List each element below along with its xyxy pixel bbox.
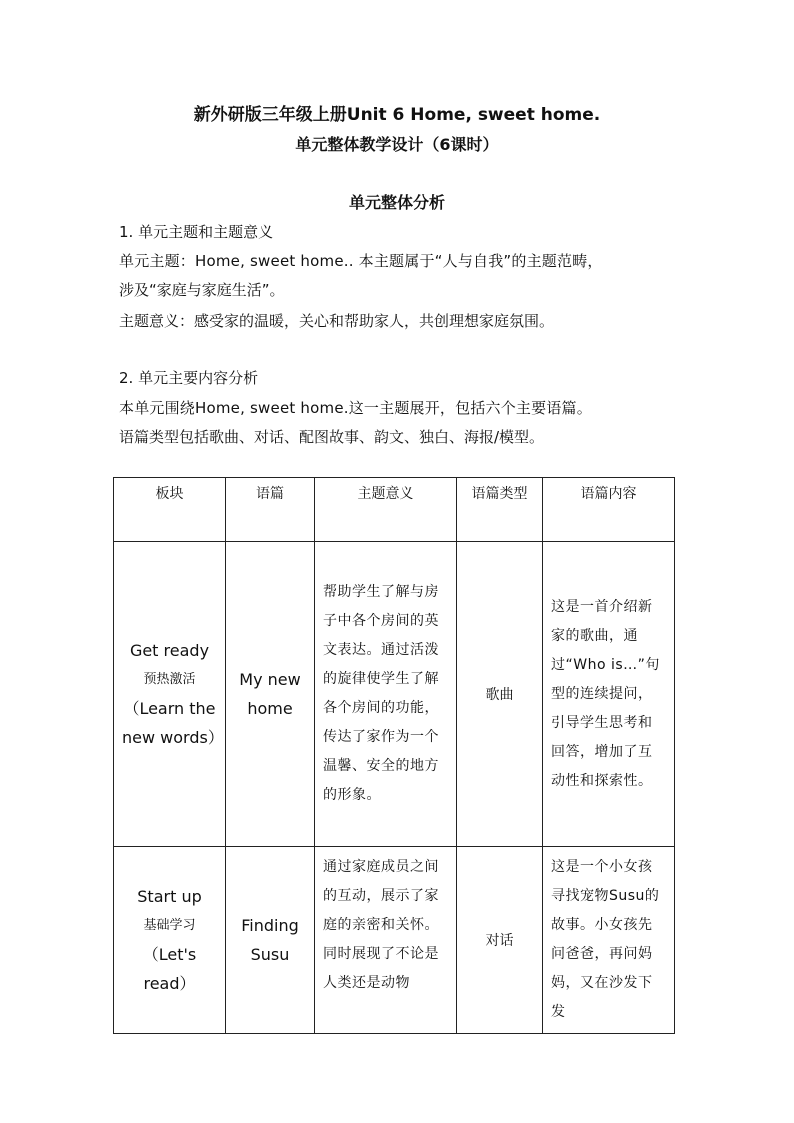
table-row: [114, 847, 675, 1034]
type-cell: 对话: [457, 847, 543, 1034]
block-sub: （Learn the new words）: [122, 699, 224, 747]
block-cell: [114, 542, 226, 847]
block-sub: （Let's read）: [142, 945, 197, 993]
section-heading: 单元整体分析: [348, 193, 445, 212]
content-cell: 这是一个小女孩寻找宠物Susu的故事。小女孩先问爸爸，再问妈妈，又在沙发下发: [543, 847, 675, 1034]
theme-meaning: 主题意义：感受家的温暖，关心和帮助家人，共创理想家庭氛围。: [119, 312, 555, 330]
header-type-label: 语篇类型: [471, 486, 528, 502]
unit-theme-line2: 涉及“家庭与家庭生活”。: [119, 281, 285, 299]
content-analysis-line2: 语篇类型包括歌曲、对话、配图故事、韵文、独白、海报/模型。: [119, 428, 545, 446]
text-title: My new home: [239, 670, 301, 718]
section2-title: 2. 单元主要内容分析: [119, 369, 259, 387]
block-cn: 基础学习: [143, 918, 196, 933]
unit-content-table: [113, 477, 675, 1034]
text-title: Finding Susu: [241, 916, 299, 964]
table-row: [114, 542, 675, 847]
header-meaning: 主题意义: [315, 478, 457, 542]
document-title: 新外研版三年级上册Unit 6 Home, sweet home.: [193, 105, 601, 125]
text-cell: [226, 542, 315, 847]
content-cell: 这是一首介绍新家的歌曲，通过“Who is…”句型的连续提问，引导学生思考和回答，增加了互动性和探索性。: [543, 542, 675, 847]
block-cn: 预热激活: [143, 672, 196, 687]
block-en: Get ready: [129, 641, 210, 660]
meaning-cell: 帮助学生了解与房子中各个房间的英文表达。通过活泼的旋律使学生了解各个房间的功能，传达了家作为一个温馨、安全的地方的形象。: [315, 542, 457, 847]
type-cell: 歌曲: [457, 542, 543, 847]
section1-title: 1. 单元主题和主题意义: [119, 223, 274, 241]
block-en: Start up: [137, 887, 202, 906]
unit-theme-line1: 单元主题：Home, sweet home.. 本主题属于“人与自我”的主题范畴，: [119, 252, 603, 270]
block-cell: [114, 847, 226, 1034]
header-text: 语篇: [226, 478, 315, 542]
content-analysis-line1: 本单元围绕Home, sweet home.这一主题展开，包括六个主要语篇。: [119, 399, 592, 417]
text-cell: [226, 847, 315, 1034]
header-block: 板块: [114, 478, 226, 542]
meaning-cell: 通过家庭成员之间的互动，展示了家庭的亲密和关怀。同时展现了不论是人类还是动物: [315, 847, 457, 1034]
document-subtitle: 单元整体教学设计（6课时）: [295, 135, 499, 154]
header-content: 语篇内容: [543, 478, 675, 542]
table-header-row: [114, 478, 675, 542]
header-type: [457, 478, 543, 542]
